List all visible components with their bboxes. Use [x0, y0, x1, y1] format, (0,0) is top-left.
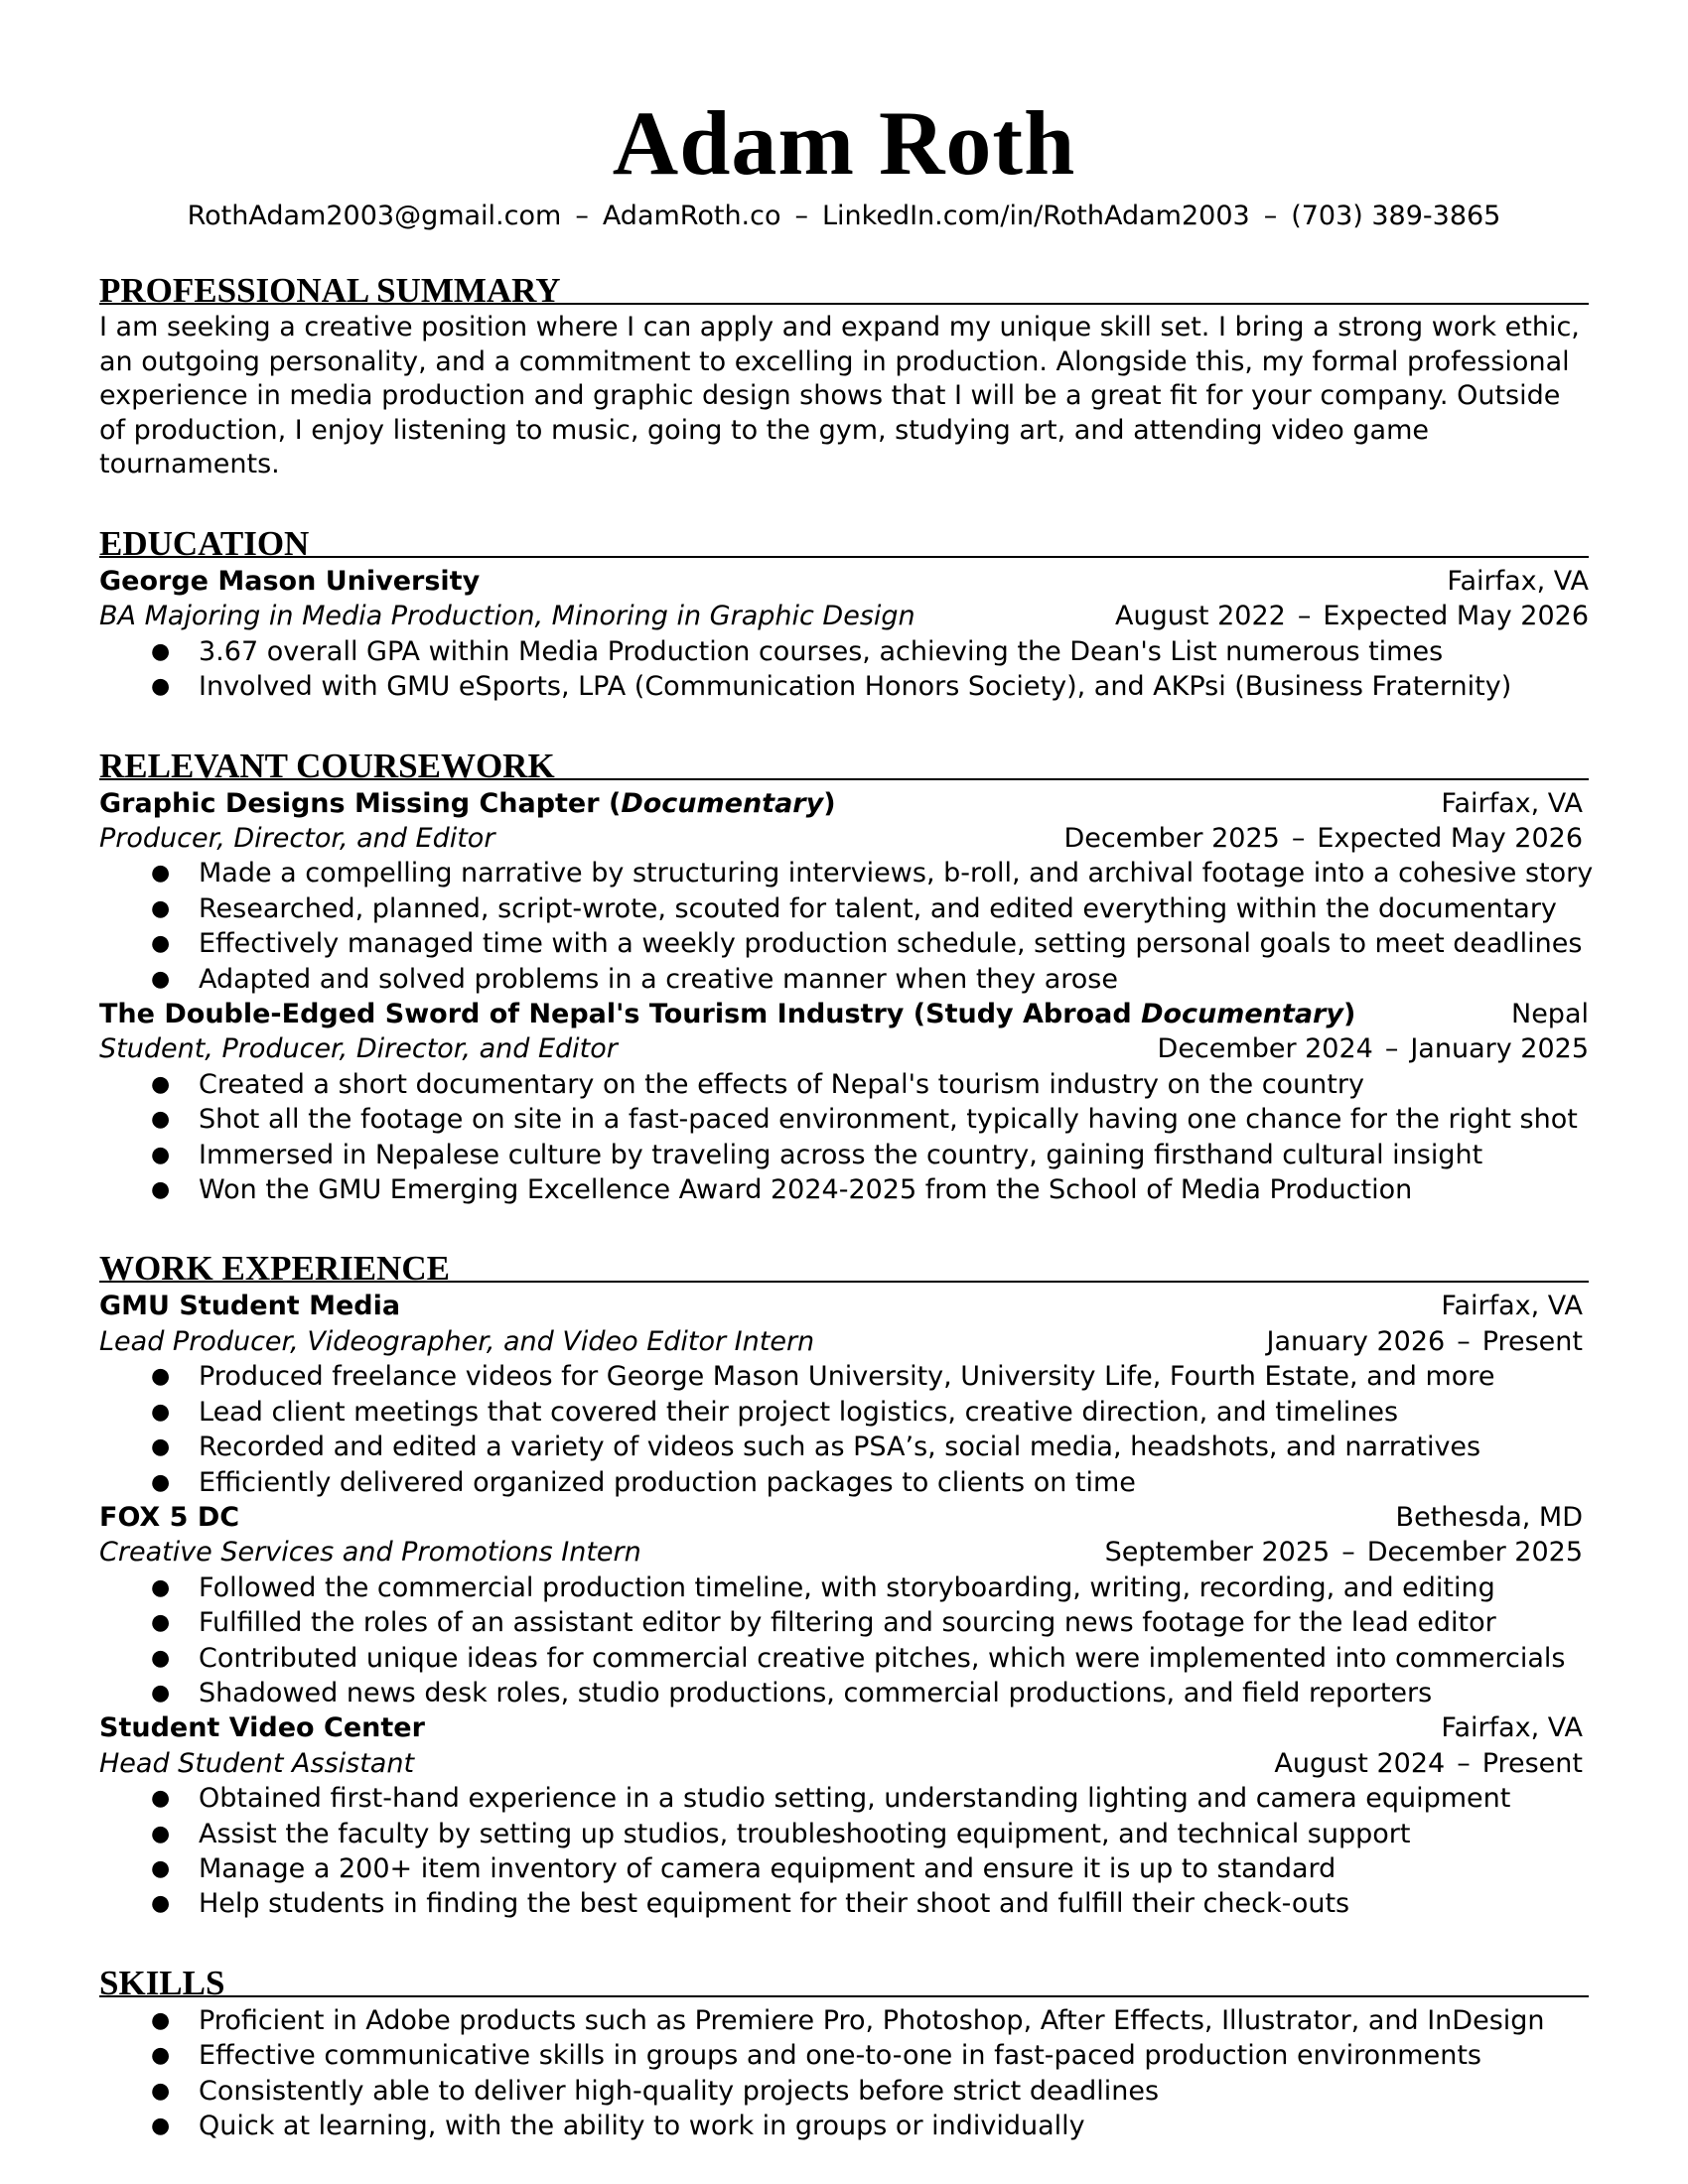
entry-location: Fairfax, VA [1441, 787, 1583, 819]
bullet-icon: ● [151, 1364, 171, 1390]
bullet-icon: ● [151, 1891, 171, 1917]
bullet-icon: ● [151, 861, 171, 887]
list-item: ● Immersed in Nepalese culture by traveling across the country, gaining firsthand cultural insight [99, 1138, 1589, 1172]
bullet-icon: ● [151, 1680, 171, 1706]
entry-header [99, 1710, 1589, 1745]
entry-dates: September 2025 – December 2025 [1104, 1537, 1583, 1569]
coursework-entry [99, 786, 1594, 997]
entry-location: Nepal [1511, 999, 1589, 1030]
list-item: ● Manage a 200+ item inventory of camera equipment and ensure it is up to standard [99, 1851, 1589, 1886]
bullet-icon: ● [151, 1645, 171, 1671]
list-item: ● Shot all the footage on site in a fast-paced environment, typically having one chance for the right shot [99, 1102, 1589, 1137]
entry-location: Fairfax, VA [1447, 565, 1589, 597]
bullet-icon: ● [151, 1786, 171, 1812]
list-item: ● Assist the faculty by setting up studios, troubleshooting equipment, and technical support [99, 1817, 1589, 1851]
contact-email[interactable]: RothAdam2003@gmail.com [187, 201, 562, 231]
bullet-icon: ● [151, 1107, 171, 1133]
work-section [99, 1251, 1589, 1921]
entry-header [99, 1500, 1589, 1535]
entry-bullets [99, 1359, 1589, 1500]
entry-location: Bethesda, MD [1395, 1501, 1583, 1533]
list-item: ● Effective communicative skills in groups and one-to-one in fast-paced production environments [99, 2038, 1589, 2073]
list-item: ● Recorded and edited a variety of videos such as PSA’s, social media, headshots, and narratives [99, 1430, 1589, 1464]
entry-role: Producer, Director, and Editor [99, 823, 495, 854]
entry-organization: Student Video Center [99, 1712, 425, 1744]
list-item: ● Consistently able to deliver high-quality projects before strict deadlines [99, 2074, 1589, 2109]
entry-header [99, 786, 1589, 821]
bullet-icon: ● [151, 895, 171, 921]
entry-bullets [99, 856, 1594, 997]
entry-bullets [99, 1067, 1589, 1208]
entry-organization: FOX 5 DC [99, 1501, 240, 1533]
bullet-icon: ● [151, 638, 171, 664]
section-title: RELEVANT COURSEWORK [99, 749, 1589, 780]
entry-dates: December 2024 – January 2025 [1157, 1033, 1589, 1065]
list-item: ● Obtained first-hand experience in a studio setting, understanding lighting and camera equipment [99, 1781, 1589, 1816]
bullet-icon: ● [151, 1574, 171, 1600]
entry-subheader [99, 1324, 1589, 1359]
bullet-icon: ● [151, 931, 171, 957]
list-item: ● Shadowed news desk roles, studio productions, commercial productions, and field reporters [99, 1676, 1589, 1710]
entry-header [99, 997, 1589, 1031]
entry-role: Lead Producer, Videographer, and Video Editor Intern [99, 1325, 815, 1357]
entry-dates: December 2025 – Expected May 2026 [1063, 823, 1583, 854]
entry-location: Fairfax, VA [1441, 1291, 1583, 1322]
coursework-section [99, 746, 1594, 1208]
entry-organization: Graphic Designs Missing Chapter (Documentary) [99, 787, 836, 819]
list-item: ● Effectively managed time with a weekly production schedule, setting personal goals to meet deadlines [99, 926, 1589, 961]
entry-role: Creative Services and Promotions Intern [99, 1537, 641, 1569]
entry-dates: August 2024 – Present [1274, 1747, 1583, 1779]
list-item: ● Proficient in Adobe products such as Premiere Pro, Photoshop, After Effects, Illustrator, and InDesign [99, 2003, 1589, 2038]
entry-subheader [99, 599, 1589, 633]
list-item: ● Created a short documentary on the effects of Nepal's tourism industry on the country [99, 1067, 1589, 1102]
list-item: ● Efficiently delivered organized production packages to clients on time [99, 1465, 1589, 1500]
contact-separator: – [1263, 201, 1278, 231]
entry-role: Head Student Assistant [99, 1747, 415, 1779]
entry-subheader [99, 1535, 1589, 1570]
bullet-icon: ● [151, 2043, 171, 2069]
section-title: EDUCATION [99, 526, 1589, 558]
work-entry [99, 1289, 1589, 1499]
bullet-icon: ● [151, 1142, 171, 1167]
contact-linkedin[interactable]: LinkedIn.com/in/RothAdam2003 [822, 201, 1250, 231]
bullet-icon: ● [151, 1855, 171, 1881]
entry-role: BA Majoring in Media Production, Minoring in Graphic Design [99, 601, 915, 632]
education-entry [99, 564, 1589, 705]
list-item: ● Won the GMU Emerging Excellence Award 2024-2025 from the School of Media Production [99, 1172, 1589, 1207]
list-item: ● Help students in finding the best equipment for their shoot and fulfill their check-outs [99, 1886, 1589, 1921]
list-item: ● 3.67 overall GPA within Media Production courses, achieving the Dean's List numerous times [99, 634, 1589, 669]
contact-phone: (703) 389-3865 [1291, 201, 1501, 231]
entry-dates: January 2026 – Present [1266, 1325, 1583, 1357]
entry-header [99, 564, 1589, 599]
entry-organization: GMU Student Media [99, 1291, 401, 1322]
coursework-entry [99, 997, 1589, 1207]
candidate-name: Adam Roth [612, 92, 1076, 194]
bullet-icon: ● [151, 1469, 171, 1495]
entry-bullets [99, 1570, 1589, 1711]
list-item: ● Adapted and solved problems in a creative manner when they arose [99, 962, 1589, 997]
entry-subheader [99, 1031, 1589, 1066]
section-title: PROFESSIONAL SUMMARY [99, 273, 1589, 305]
contact-website[interactable]: AdamRoth.co [602, 201, 781, 231]
list-item: ● Lead client meetings that covered their project logistics, creative direction, and timelines [99, 1395, 1589, 1430]
entry-role: Student, Producer, Director, and Editor [99, 1033, 618, 1065]
work-entry [99, 1500, 1589, 1710]
section-title: WORK EXPERIENCE [99, 1251, 1589, 1283]
list-item: ● Fulfilled the roles of an assistant editor by filtering and sourcing news footage for the lead editor [99, 1605, 1589, 1640]
entry-bullets [99, 634, 1589, 705]
bullet-icon: ● [151, 1399, 171, 1425]
bullet-icon: ● [151, 2007, 171, 2033]
list-item: ● Followed the commercial production timeline, with storyboarding, writing, recording, and editing [99, 1570, 1589, 1605]
skills-section [99, 1963, 1589, 2144]
list-item: ● Quick at learning, with the ability to work in groups or individually [99, 2109, 1589, 2143]
contact-separator: – [575, 201, 589, 231]
list-item: ● Involved with GMU eSports, LPA (Communication Honors Society), and AKPsi (Business Fraternity) [99, 669, 1589, 704]
bullet-icon: ● [151, 1821, 171, 1846]
summary-text: I am seeking a creative position where I can apply and expand my unique skill set. I bring a strong work ethic, an outgoing personality, and a commitment to excelling in production. Alongside this, my formal professional experience in media production and graphic design shows that I will be a great fit for your company. Outside of production, I enjoy listening to music, going to the gym, studying art, and attending video game tournaments. [99, 312, 1580, 480]
education-section [99, 523, 1589, 705]
list-item: ● Made a compelling narrative by structuring interviews, b-roll, and archival footage into a cohesive story [99, 856, 1589, 890]
list-item: ● Researched, planned, script-wrote, scouted for talent, and edited everything within the documentary [99, 891, 1589, 926]
contact-separator: – [794, 201, 809, 231]
bullet-icon: ● [151, 674, 171, 700]
contact-line [99, 201, 1589, 231]
skills-bullets [99, 2003, 1589, 2144]
summary-section [99, 273, 1589, 482]
bullet-icon: ● [151, 1177, 171, 1203]
entry-subheader [99, 821, 1589, 856]
list-item: ● Contributed unique ideas for commercial creative pitches, which were implemented into commercials [99, 1641, 1589, 1676]
bullet-icon: ● [151, 1434, 171, 1460]
entry-bullets [99, 1781, 1589, 1922]
entry-organization: The Double-Edged Sword of Nepal's Tourism Industry (Study Abroad Documentary) [99, 999, 1356, 1030]
bullet-icon: ● [151, 1071, 171, 1097]
entry-location: Fairfax, VA [1441, 1712, 1583, 1744]
work-entry [99, 1710, 1589, 1921]
entry-header [99, 1289, 1589, 1323]
bullet-icon: ● [151, 1610, 171, 1636]
entry-organization: George Mason University [99, 565, 481, 597]
entry-subheader [99, 1746, 1589, 1781]
bullet-icon: ● [151, 2078, 171, 2104]
list-item: ● Produced freelance videos for George Mason University, University Life, Fourth Estate, and more [99, 1359, 1589, 1394]
bullet-icon: ● [151, 966, 171, 992]
section-title: SKILLS [99, 1966, 1589, 1997]
bullet-icon: ● [151, 2114, 171, 2138]
entry-dates: August 2022 – Expected May 2026 [1115, 601, 1589, 632]
resume-page [99, 0, 1594, 2143]
